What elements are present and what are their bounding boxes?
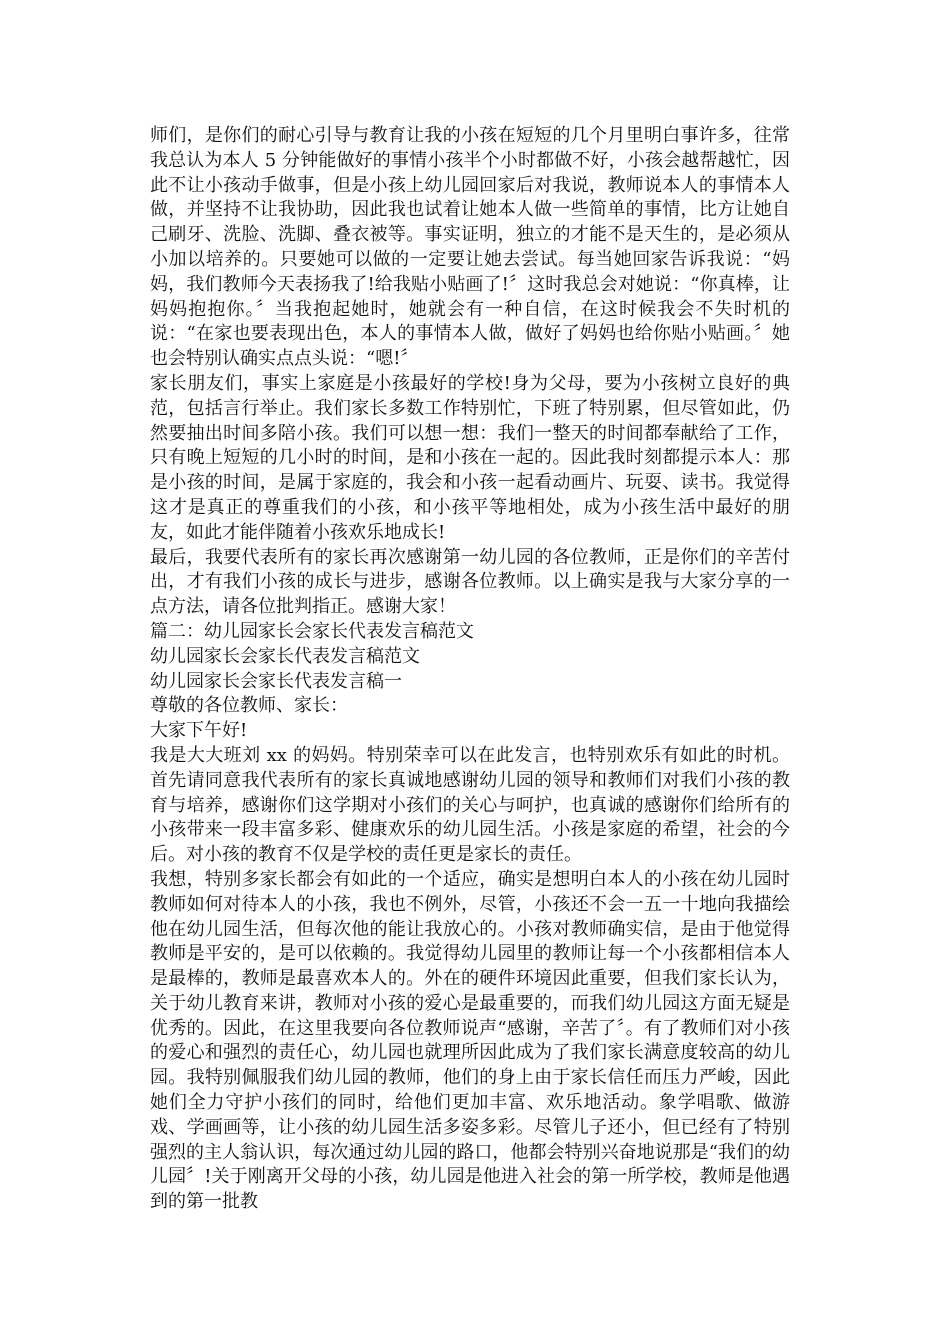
paragraph-family-school: 家长朋友们，事实上家庭是小孩最好的学校!身为父母，要为小孩树立良好的典范，包括言行举止。我们家长多数工作特别忙，下班了特别累，但尽管如此，仍然要抽出时间多陪小孩。我们可以想一想：我们一整天的时间都奉献给了工作，只有晚上短短的几小时的时间，是和小孩在一起的。因此我时刻都提示本人：那是小孩的时间，是属于家庭的，我会和小孩一起看动画片、玩耍、读书。我觉得这才是真正的尊重我们的小孩，和小孩平等地相处，成为小孩生活中最好的朋友，如此才能伴随着小孩欢乐地成长! bbox=[150, 372, 790, 543]
section-heading-part-two: 篇二：幼儿园家长会家长代表发言稿范文 bbox=[150, 620, 474, 642]
salutation: 尊敬的各位教师、家长： bbox=[150, 695, 348, 717]
paragraph-closing-thanks: 最后，我要代表所有的家长再次感谢第一幼儿园的各位教师，正是你们的辛苦付出，才有我们小孩的成长与进步，感谢各位教师。以上确实是我与大家分享的一点方法，请各位批判指正。感谢大家！ bbox=[150, 546, 790, 618]
speech-title: 幼儿园家长会家长代表发言稿范文 bbox=[150, 645, 420, 667]
speech-subtitle: 幼儿园家长会家长代表发言稿一 bbox=[150, 670, 402, 692]
paragraph-trust-in-teachers: 我想，特别多家长都会有如此的一个适应，确实是想明白本人的小孩在幼儿园时教师如何对待本人的小孩，我也不例外，尽管，小孩还不会一五一十地向我描绘他在幼儿园生活，但每次他的能让我放心的。小孩对教师确实信，是由于他觉得教师是平安的，是可以依赖的。我觉得幼儿园里的教师让每一个小孩都相信本人是最棒的，教师是最喜欢本人的。外在的硬件环境因此重要，但我们家长认为，关于幼儿教育来讲，教师对小孩的爱心是最重要的，而我们幼儿园这方面无疑是优秀的。因此，在这里我要向各位教师说声“感谢，辛苦了〞。有了教师们对小孩的爱心和强烈的责任心，幼儿园也就理所因此成为了我们家长满意度较高的幼儿园。我特别佩服我们幼儿园的教师，他们的身上由于家长信任而压力严峻，因此她们全力守护小孩们的同时，给他们更加丰富、欢乐地活动。象学唱歌、做游戏、学画画等，让小孩的幼儿园生活多姿多彩。尽管儿子还小，但已经有了特别强烈的主人翁认识，每次通过幼儿园的路口，他都会特别兴奋地说那是“我们的幼儿园〞!关于刚离开父母的小孩，幼儿园是他进入社会的第一所学校，教师是他遇到的第一批教 bbox=[150, 868, 790, 1213]
paragraph-introduction: 我是大大班刘 xx 的妈妈。特别荣幸可以在此发言，也特别欢乐有如此的时机。首先请同意我代表所有的家长真诚地感谢幼儿园的领导和教师们对我们小孩的教育与培养，感谢你们这学期对小孩们的关心与呵护，也真诚的感谢你们给所有的小孩带来一段丰富多彩、健康欢乐的幼儿园生活。小孩是家庭的希望，社会的今后。对小孩的教育不仅是学校的责任更是家长的责任。 bbox=[150, 744, 790, 866]
paragraph-teachers-patience: 师们，是你们的耐心引导与教育让我的小孩在短短的几个月里明白事许多，往常我总认为本人 5 分钟能做好的事情小孩半个小时都做不好，小孩会越帮越忙，因此不让小孩动手做事，但是小孩上幼儿园回家后对我说，教师说本人的事情本人做，并坚持不让我协助，因此我也试着让她本人做一些简单的事情，比方让她自己刷牙、洗脸、洗脚、叠衣被等。事实证明，独立的才能不是天生的，是必须从小加以培养的。只要她可以做的一定要让她去尝试。每当她回家告诉我说：“妈妈，我们教师今天表扬我了!给我贴小贴画了!〞这时我总会对她说：“你真棒，让妈妈抱抱你。〞当我抱起她时，她就会有一种自信，在这时候我会不失时机的说：“在家也要表现出色，本人的事情本人做，做好了妈妈也给你贴小贴画。〞她也会特别认确实点点头说：“嗯!〞 bbox=[150, 125, 790, 370]
document-body bbox=[150, 124, 790, 1215]
greeting: 大家下午好! bbox=[150, 720, 248, 742]
